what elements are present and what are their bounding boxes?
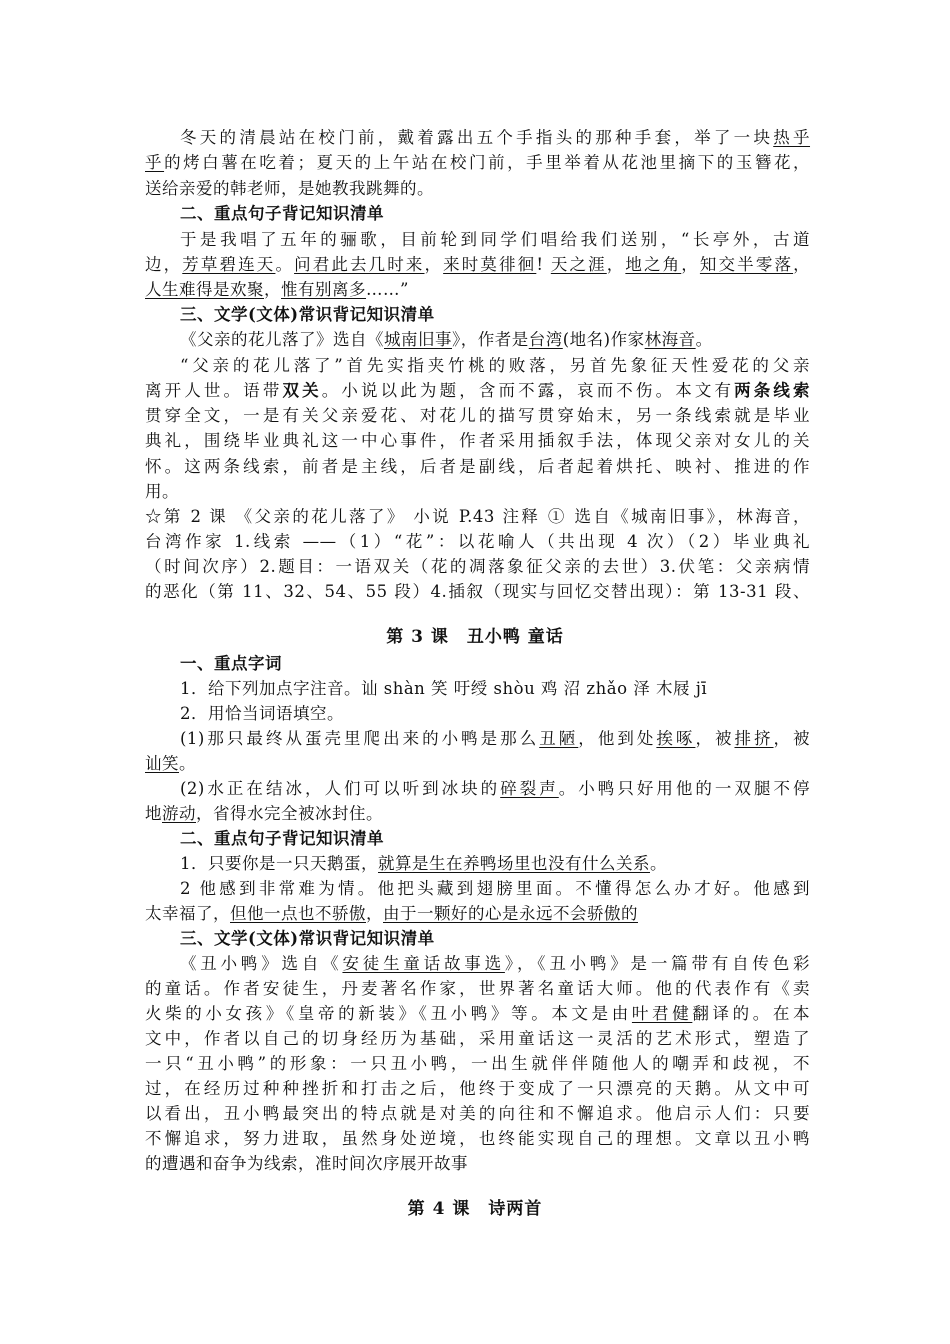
note-line: ☆第 2 课 《父亲的花儿落了》 小说 P.43 注释 ① 选自《城南旧事》，林海音， — [145, 507, 810, 526]
paragraph-line: 2 他感到非常难为情。他把头藏到翅膀里面。不懂得怎么办才好。他感到 — [180, 879, 810, 898]
paragraph-line: 离开人世。语带双关。小说以此为题，含而不露，哀而不伤。本文有两条线索 — [145, 381, 811, 400]
paragraph-line: 的童话。作者安徒生，丹麦著名作家，世界著名童话大师。他的代表作有《卖 — [145, 979, 810, 998]
paragraph-line: 1．给下列加点字注音。讪 shàn 笑 吁绶 shòu 鸡 沼 zhǎo 泽 木屐 jī — [180, 679, 708, 698]
section-heading: 二、重点句子背记知识清单 — [180, 204, 384, 223]
paragraph-line: 1．只要你是一只天鹅蛋，就算是生在养鸭场里也没有什么关系。 — [180, 854, 667, 873]
paragraph-line: 人生难得是欢聚，惟有别离多……” — [145, 280, 409, 299]
paragraph-line: 的遭遇和奋争为线索，准时间次序展开故事 — [145, 1154, 468, 1173]
section-heading: 一、重点字词 — [180, 654, 282, 673]
paragraph-line: 地游动，省得水完全被冰封住。 — [145, 804, 383, 823]
paragraph-line: 一只“丑小鸭”的形象：一只丑小鸭，一出生就伴伴随他人的嘲弄和歧视，不 — [145, 1054, 810, 1073]
note-line: （时间次序）2.题目：一语双关（花的凋落象征父亲的去世）3.伏笔：父亲病情 — [145, 557, 810, 576]
paragraph-line: 火柴的小女孩》《皇帝的新装》《丑小鸭》等。本文是由叶君健翻译的。在本 — [145, 1004, 811, 1023]
paragraph-line: 不懈追求，努力进取，虽然身处逆境，也终能实现自己的理想。文章以丑小鸭 — [145, 1129, 810, 1148]
lesson-title: 第 4 课 诗两首 — [407, 1199, 543, 1219]
paragraph-line: 边，芳草碧连天。问君此去几时来，来时莫徘徊! 天之涯，地之角，知交半零落， — [145, 255, 811, 274]
paragraph-line: 以看出，丑小鸭最突出的特点就是对美的向往和不懈追求。他启示人们：只要 — [145, 1104, 810, 1123]
paragraph-line: 《父亲的花儿落了》选自《城南旧事》，作者是台湾(地名)作家林海音。 — [180, 330, 713, 349]
paragraph-line: 送给亲爱的韩老师，是她教我跳舞的。 — [145, 179, 434, 198]
paragraph-line: (2)水正在结冰，人们可以听到冰块的碎裂声。小鸭只好用他的一双腿不停 — [180, 779, 811, 798]
paragraph-line: 过，在经历过种种挫折和打击之后，他终于变成了一只漂亮的天鹅。从文中可 — [145, 1079, 810, 1098]
paragraph-line: 怀。这两条线索，前者是主线，后者是副线，后者起着烘托、映衬、推进的作 — [145, 457, 810, 476]
paragraph-line: “父亲的花儿落了”首先实指夹竹桃的败落，另首先象征天性爱花的父亲 — [180, 356, 810, 375]
paragraph-line: 用。 — [145, 482, 179, 501]
section-heading: 二、重点句子背记知识清单 — [180, 829, 384, 848]
paragraph-line: 2．用恰当词语填空。 — [180, 704, 344, 723]
paragraph-line: (1)那只最终从蛋壳里爬出来的小鸭是那么丑陋，他到处挨啄，被排挤，被 — [180, 729, 811, 748]
paragraph-line: 太幸福了，但他一点也不骄傲，由于一颗好的心是永远不会骄傲的 — [145, 904, 638, 923]
paragraph-line: 典礼，围绕毕业典礼这一中心事件，作者采用插叙手法，体现父亲对女儿的关 — [145, 431, 810, 450]
paragraph-line: 《丑小鸭》选自《安徒生童话故事选》，《丑小鸭》是一篇带有自传色彩 — [180, 954, 811, 973]
paragraph-line: 冬天的清晨站在校门前，戴着露出五个手指头的那种手套，举了一块热乎 — [180, 128, 811, 147]
section-heading: 三、文学(文体)常识背记知识清单 — [180, 305, 435, 324]
paragraph-line: 文中，作者以自己的切身经历为基础，采用童话这一灵活的艺术形式，塑造了 — [145, 1029, 810, 1048]
paragraph-line: 贯穿全文，一是有关父亲爱花、对花儿的描写贯穿始末，另一条线索就是毕业 — [145, 406, 810, 425]
paragraph-line: 于是我唱了五年的骊歌，目前轮到同学们唱给我们送别，“长亭外，古道 — [180, 230, 810, 249]
note-line: 的恶化（第 11、32、54、55 段）4.插叙（现实与回忆交替出现）：第 13-31 段、 — [145, 582, 810, 601]
paragraph-line: 乎的烤白薯在吃着；夏天的上午站在校门前，手里举着从花池里摘下的玉簪花， — [145, 153, 811, 172]
paragraph-line: 讪笑。 — [145, 754, 196, 773]
lesson-title: 第 3 课 丑小鸭 童话 — [386, 627, 564, 647]
note-line: 台湾作家 1.线索 ——（1）“花”：以花喻人（共出现 4 次）（2）毕业典礼 — [145, 532, 810, 551]
section-heading: 三、文学(文体)常识背记知识清单 — [180, 929, 435, 948]
